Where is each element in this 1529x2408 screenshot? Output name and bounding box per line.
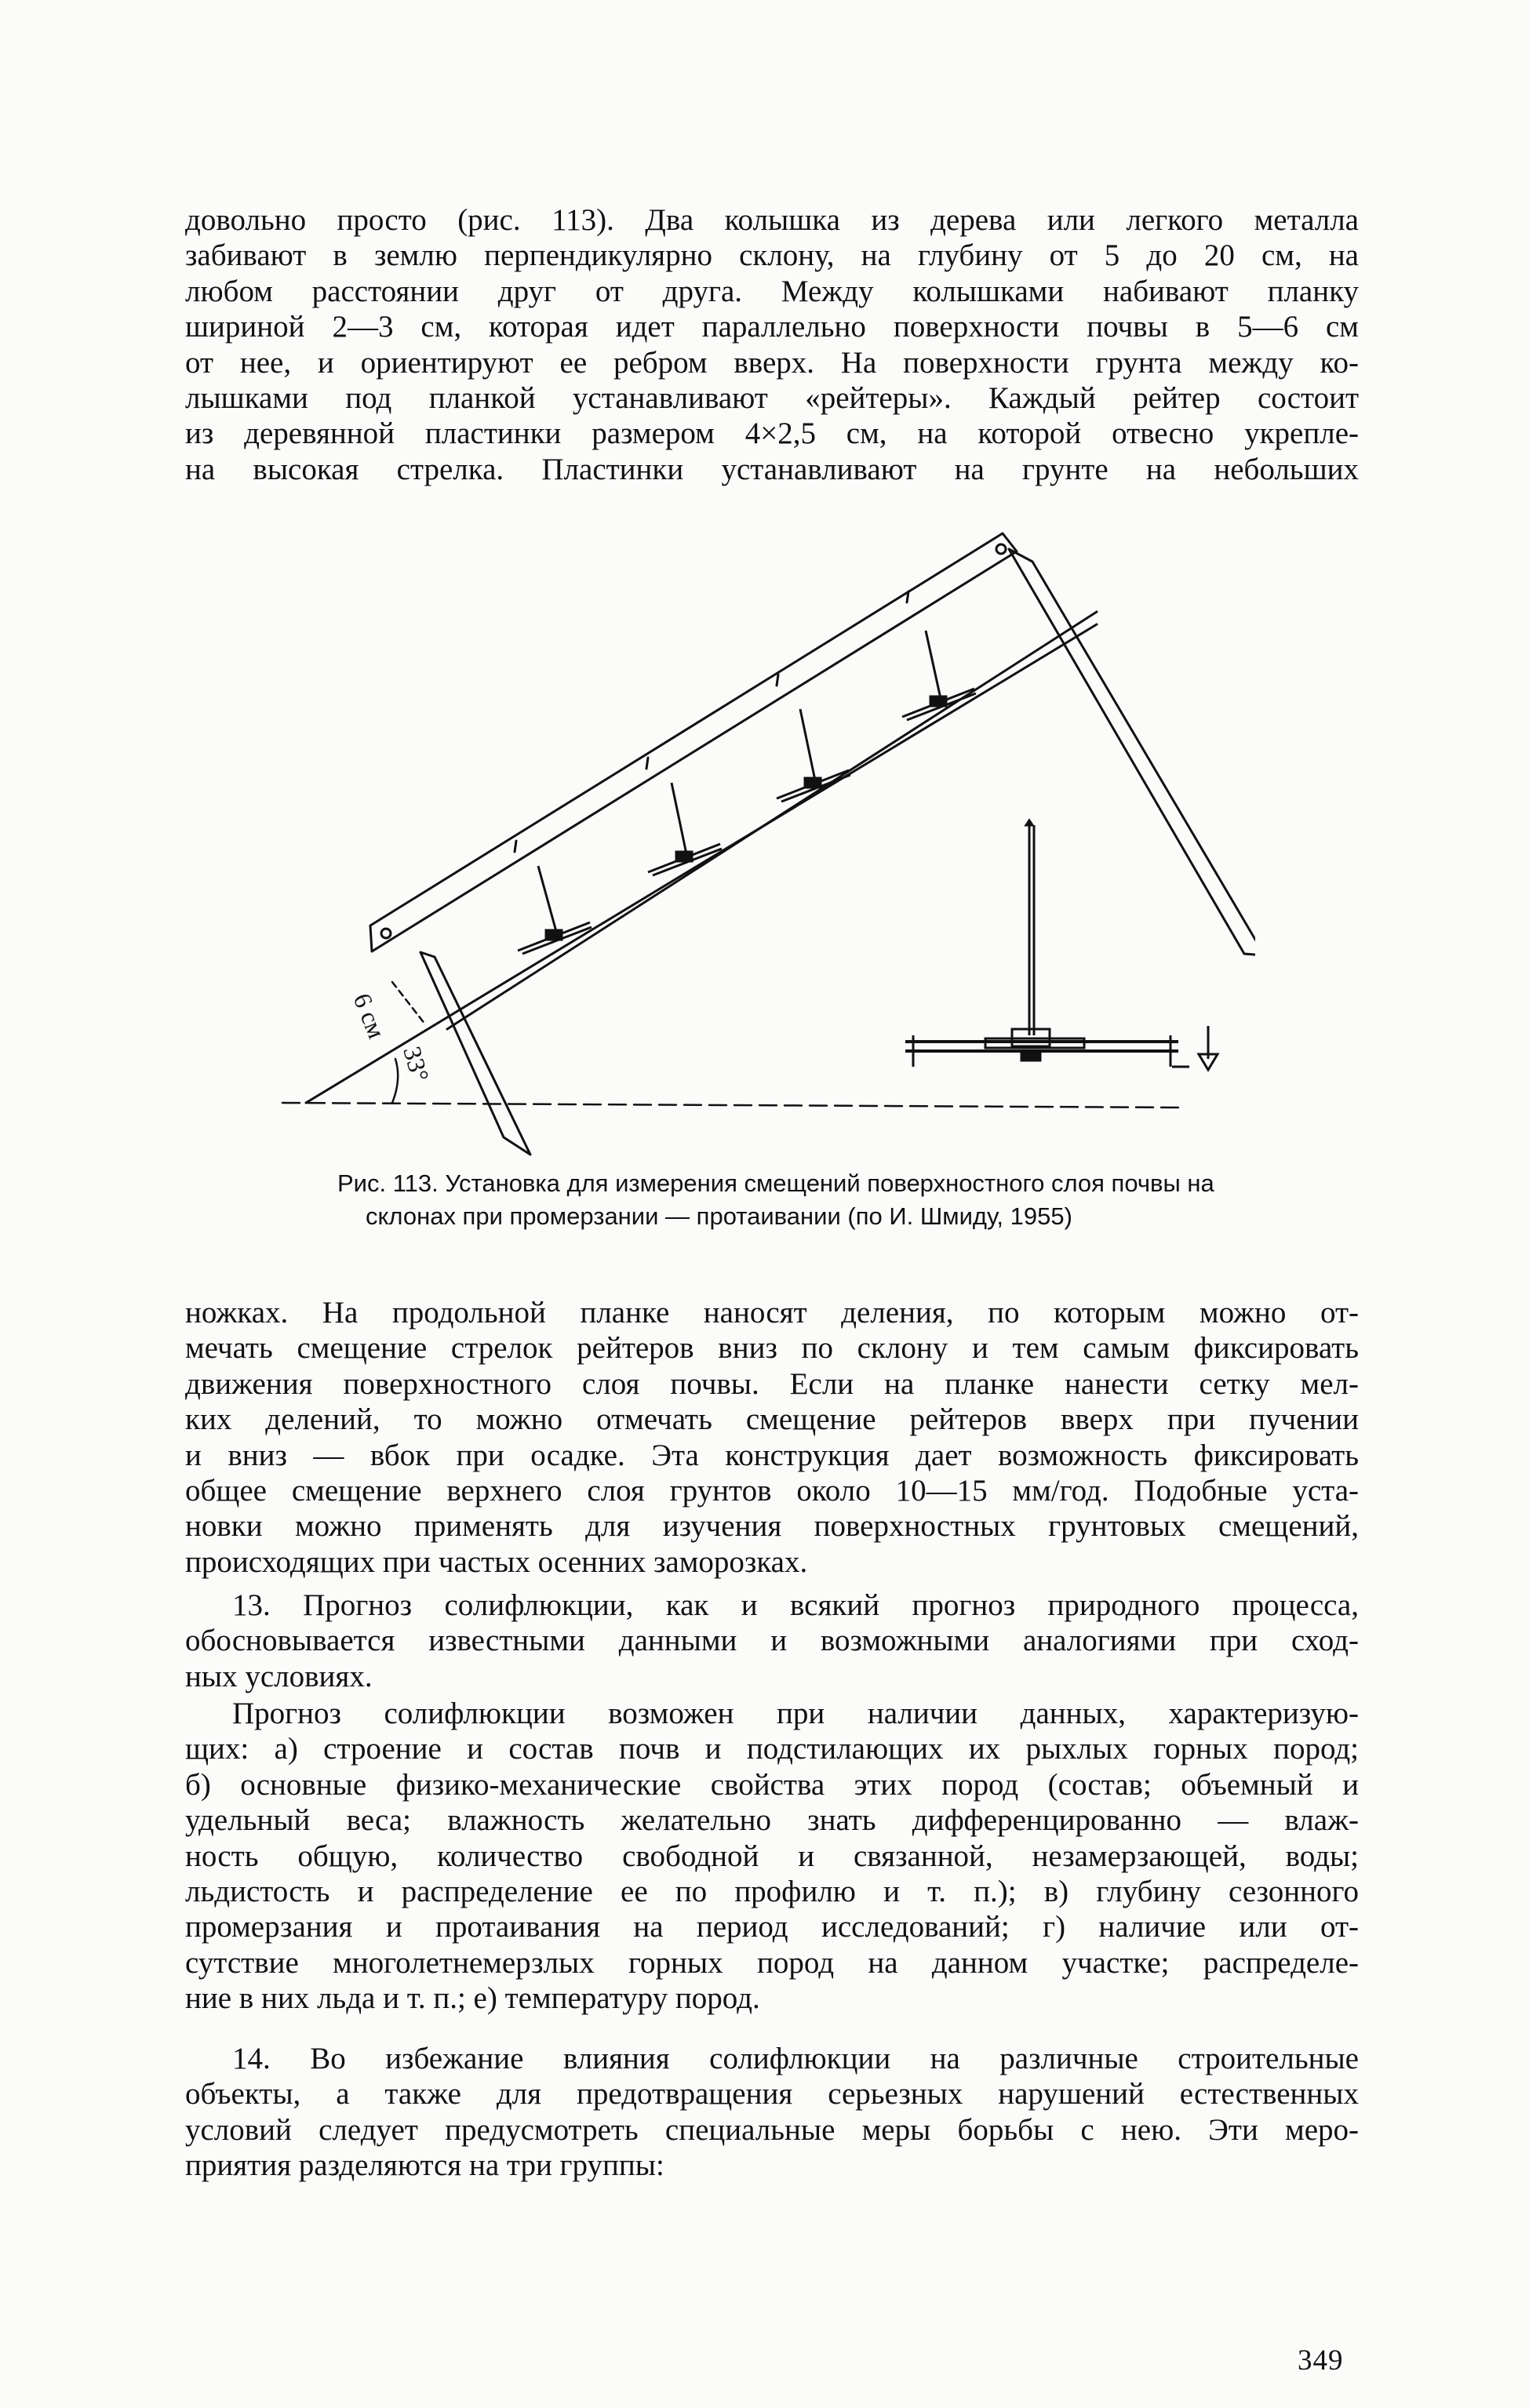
text-line: происходящих при частых осенних заморозках. (185, 1544, 808, 1579)
bolt-right (996, 544, 1006, 554)
text-line: приятия разделяются на три группы: (185, 2148, 664, 2183)
text-line: условий следует предусмотреть специальные меры борьбы с нею. Эти меро- (185, 2112, 1359, 2147)
text-line: любом расстоянии друг от друга. Между колышками набивают планку (185, 274, 1359, 308)
text-line: обосновывается известными данными и возможными аналогиями при сход- (185, 1624, 1359, 1658)
bolt-left (381, 929, 391, 938)
text-line: б) основные физико-механические свойства этих пород (состав; объемный и (185, 1767, 1359, 1802)
text-line: щих: а) строение и состав почв и подстилающих их рыхлых горных пород; (185, 1732, 1359, 1766)
text-line: на высокая стрелка. Пластинки устанавливают на грунте на небольших (185, 452, 1359, 486)
upper-plank (370, 533, 1017, 951)
distance-label: 6 см (348, 989, 391, 1042)
text-line: ность общую, количество свободной и связанной, незамерзающей, воды; (185, 1839, 1359, 1873)
caption-line: Рис. 113. Установка для измерения смещений поверхностного слоя почвы на (337, 1169, 1214, 1197)
text-line: ние в них льда и т. п.; е) температуру пород. (185, 1981, 760, 2016)
figure-caption (337, 1167, 1310, 1233)
page-number: 349 (1298, 2344, 1344, 2377)
text-line: 13. Прогноз солифлюкции, как и всякий прогноз природного процесса, (232, 1588, 1359, 1622)
paragraph-4 (185, 1696, 1359, 2017)
reiter-detail (905, 820, 1218, 1070)
horizontal-reference-line (282, 1103, 1185, 1108)
left-peg (420, 952, 530, 1155)
text-line: мечать смещение стрелок рейтеров вниз по склону и тем самым фиксировать (185, 1331, 1359, 1366)
text-line: ножках. На продольной планке наносят деления, по которым можно от- (185, 1296, 1359, 1329)
text-line: довольно просто (рис. 113). Два колышка из дерева или легкого металла (185, 203, 1359, 237)
text-line: шириной 2—3 см, которая идет параллельно поверхности почвы в 5—6 см (185, 310, 1359, 344)
text-line: забивают в землю перпендикулярно склону, на глубину от 5 до 20 см, на (185, 238, 1359, 273)
text-line: новки можно применять для изучения поверхностных грунтовых смещений, (185, 1509, 1359, 1544)
text-line: 14. Во избежание влияния солифлюкции на различные строительные (232, 2042, 1359, 2075)
text-line: из деревянной пластинки размером 4×2,5 см, на которой отвесно укрепле- (185, 416, 1359, 451)
ground-line-lower (306, 624, 1097, 1103)
text-line: ких делений, то можно отмечать смещение рейтеров вверх при пучении (185, 1402, 1359, 1437)
paragraph-2 (185, 1295, 1359, 1580)
text-line: движения поверхностного слоя почвы. Если на планке нанести сетку мел- (185, 1366, 1359, 1401)
text-line: удельный веса; влажность желательно знать дифференцированно — влаж- (185, 1803, 1359, 1838)
text-line: ных условиях. (185, 1659, 373, 1693)
paragraph-1 (185, 202, 1359, 487)
text-line: промерзания и протаивания на период исследований; г) наличие или от- (185, 1910, 1359, 1944)
paragraph-3 (185, 1588, 1359, 1694)
text-line: и вниз — вбок при осадке. Эта конструкция дает возможность фиксировать (185, 1438, 1359, 1472)
angle-label: 33° (398, 1043, 435, 1085)
text-line: льдистость и распределение ее по профилю и т. п.); в) глубину сезонного (185, 1875, 1359, 1909)
text-line: лышками под планкой устанавливают «рейтеры». Каждый рейтер состоит (185, 381, 1359, 416)
caption-line: склонах при промерзании — протаивании (по И. Шмиду, 1955) (366, 1202, 1072, 1230)
text-line: общее смещение верхнего слоя грунтов около 10—15 мм/год. Подобные уста- (185, 1474, 1359, 1508)
text-line: от нее, и ориентируют ее ребром вверх. На поверхности грунта между ко- (185, 345, 1359, 380)
paragraph-5 (185, 2041, 1359, 2184)
right-peg (1009, 549, 1255, 955)
text-line: сутствие многолетнемерзлых горных пород на данном участке; распределе- (185, 1945, 1359, 1980)
figure-113-diagram (275, 518, 1255, 1177)
text-line: Прогноз солифлюкции возможен при наличии данных, характеризую- (232, 1697, 1359, 1730)
text-line: объекты, а также для предотвращения серьезных нарушений естественных (185, 2077, 1359, 2112)
